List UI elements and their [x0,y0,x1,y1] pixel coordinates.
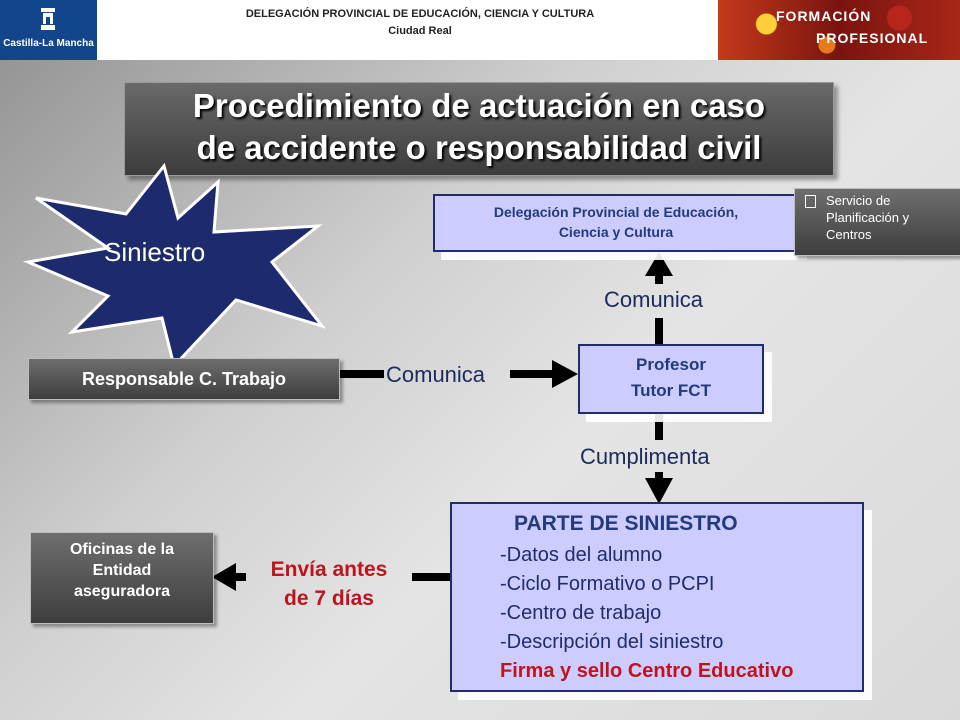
oficinas-box[interactable] [30,532,214,624]
arrowhead-to-delegacion [645,252,673,276]
arrowhead-to-oficinas [212,563,236,591]
envia-label [248,555,410,613]
parte-footer: Firma y sello Centro Educativo [500,660,794,682]
profesor-box[interactable] [578,344,764,414]
header-subtitle: Ciudad Real [388,25,452,37]
oficinas-line1: Oficinas de la [69,541,175,558]
parte-item-ciclo: -Ciclo Formativo o PCPI [500,573,715,595]
servicio-line2: Planificación y [826,210,910,225]
cumplimenta-label: Cumplimenta [580,444,710,469]
delegacion-box[interactable] [433,194,799,252]
oficinas-line2: Entidad [92,562,152,579]
logo-left-text: Castilla-La Mancha [3,38,94,49]
parte-item-datos: -Datos del alumno [500,544,663,566]
servicio-box[interactable] [794,188,960,256]
envia-line2: de 7 días [284,587,374,610]
parte-siniestro-box[interactable] [450,502,864,692]
header-title: DELEGACIÓN PROVINCIAL DE EDUCACIÓN, CIENCIA Y CULTURA [245,8,595,20]
logo-right-line2: PROFESIONAL [816,30,929,46]
responsable-label: Responsable C. Trabajo [81,369,287,389]
comunica-left-label: Comunica [386,362,486,387]
servicio-line3: Centros [826,227,872,242]
logo-right-line1: FORMACIÓN [776,8,872,24]
profesor-line1: Profesor [636,355,706,374]
siniestro-label: Siniestro [104,237,206,267]
envia-line1: Envía antes [270,558,388,581]
delegacion-line2: Ciencia y Cultura [558,224,674,240]
page-title-line2: de accidente o responsabilidad civil [196,129,762,166]
arrowhead-to-parte [645,478,673,504]
arrowhead-to-profesor [552,360,578,388]
oficinas-line3: aseguradora [73,583,171,600]
parte-title: PARTE DE SINIESTRO [514,512,738,535]
parte-item-descripcion: -Descripción del siniestro [500,631,724,653]
profesor-line2: Tutor FCT [631,381,711,400]
delegacion-line1: Delegación Provincial de Educación, [493,204,739,220]
servicio-line1: Servicio de [826,193,891,208]
comunica-up-label: Comunica [604,287,704,312]
document-bullet-icon [805,195,816,208]
page-title-line1: Procedimiento de actuación en caso [192,87,766,124]
responsable-box[interactable] [28,358,340,400]
parte-item-centro: -Centro de trabajo [500,602,662,624]
